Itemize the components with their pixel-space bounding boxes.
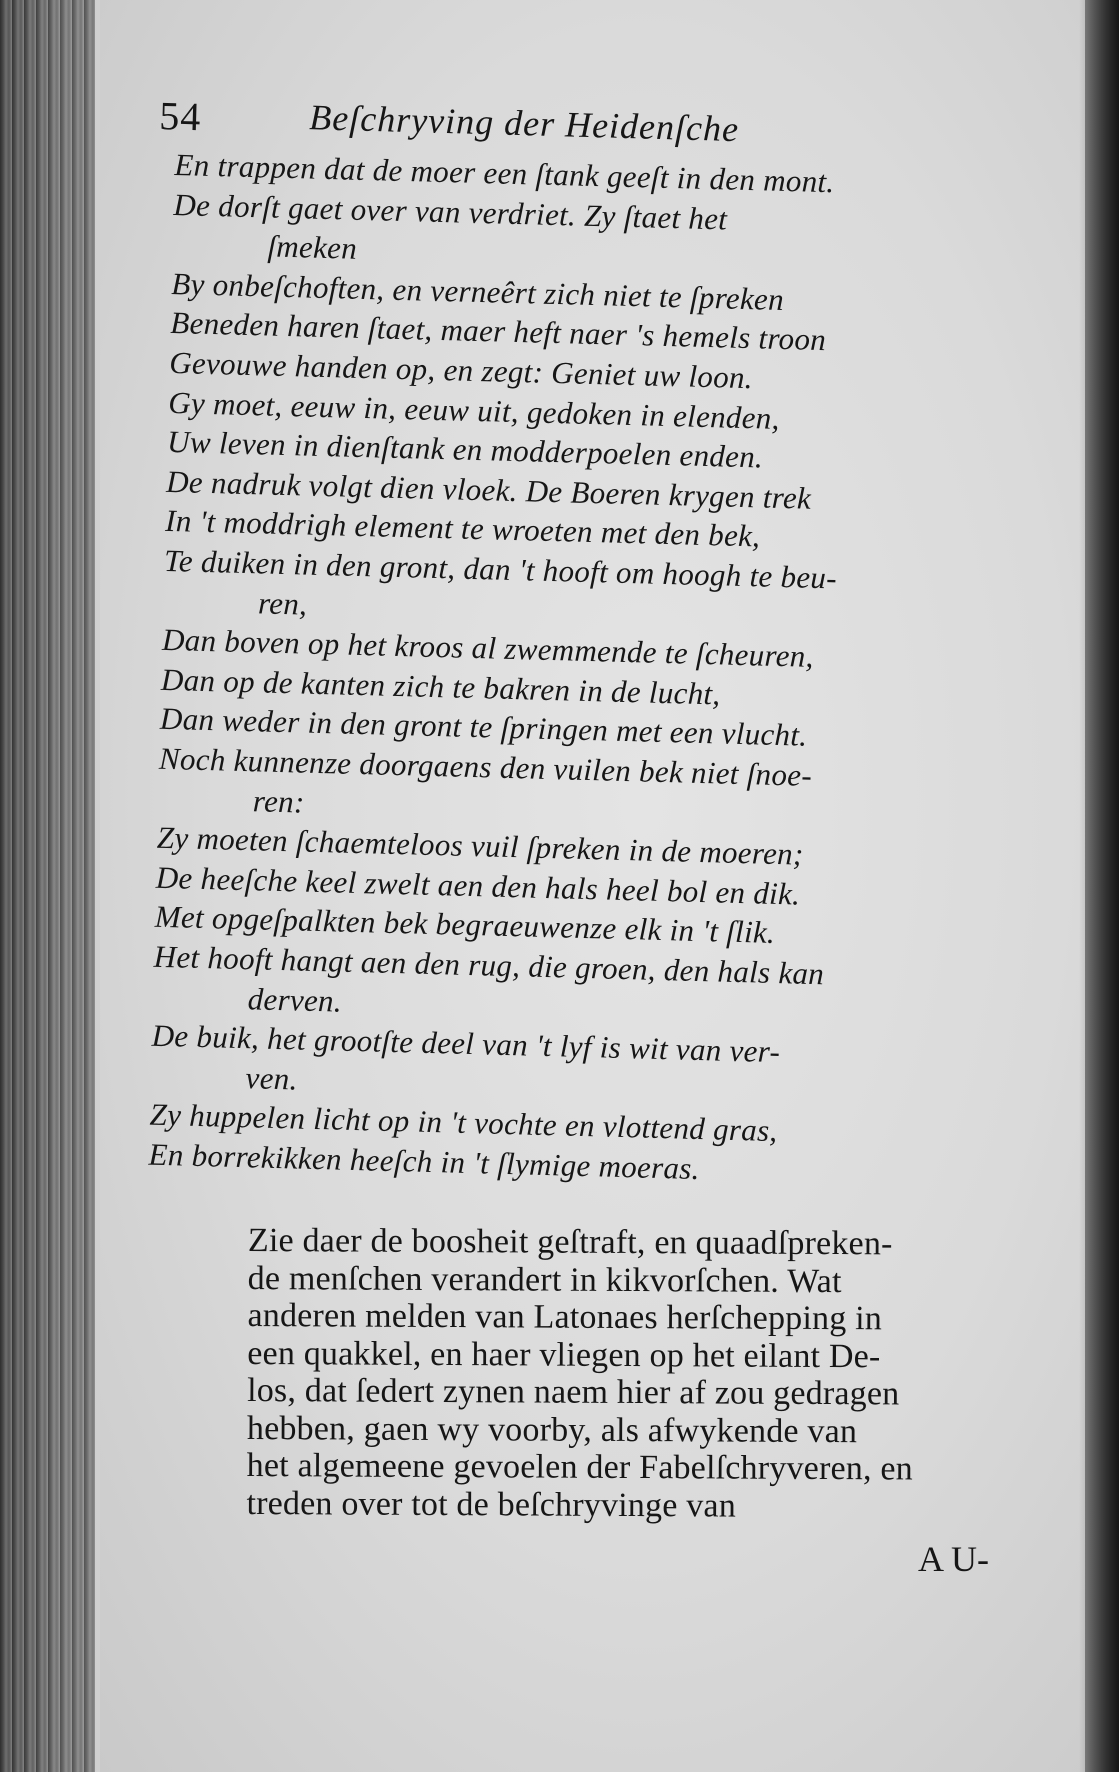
prose-line: de menſchen verandert in kikvorſchen. Wat [247,1259,842,1300]
verse-line: Gy moet, eeuw in, eeuw uit, gedoken in elenden, [167,384,781,436]
verse-line: Beneden haren ſtaet, maer heft naer 's hemels troon [169,305,827,358]
page-number: 54 [158,92,202,140]
verse-line: Gevouwe handen op, en zegt: Geniet uw loon. [168,344,754,396]
prose-line: een quakkel, en haer vliegen op het eilant De- [247,1334,881,1375]
verse-line: De dorſt gaet over van verdriet. Zy ſtaet het [173,186,728,237]
verse-line: Zy moeten ſchaemteloos vuil ſpreken in de moeren; [156,819,805,872]
verse-line: En borrekikken heeſch in 't ſlymige moeras. [148,1136,701,1187]
verse-line: Dan boven op het kroos al zwemmende te ſcheuren, [161,622,815,675]
verse-line: Noch kunnenze doorgaens den vuilen bek niet ſnoe- [158,740,813,793]
verse-line: Dan weder in den gront te ſpringen met een vlucht. [159,701,808,754]
verse-line: In 't moddrigh element te wroeten met den bek, [164,503,761,554]
prose-line: Zie daer de boosheit geſtraft, en quaadſpreken- [247,1222,893,1263]
verse-line: Te duiken in den gront, dan 't hooft om hoogh te beu- [163,542,838,596]
prose-block [246,1222,1028,1526]
verse-line: Met opgeſpalkten bek begraeuwenze elk in 't ſlik. [154,899,776,951]
verse-line: De nadruk volgt dien vloek. De Boeren krygen trek [165,463,812,516]
verse-line: Uw leven in dienſtank en modderpoelen enden. [166,424,764,475]
prose-line: het algemeene gevoelen der Fabelſchryveren, en [246,1446,914,1488]
prose-line: treden over tot de beſchryvinge van [246,1484,737,1525]
verse-line: Het hooft hangt aen den rug, die groen, den hals kan [153,938,825,992]
verse-line: De heeſche keel zwelt aen den hals heel bol en dik. [155,859,801,912]
verse-line: Zy huppelen licht op in 't vochte en vlottend gras, [149,1097,778,1149]
page-edge-shadow [1079,0,1119,1772]
verse-block [148,148,955,1208]
verse-line: De buik, het grootſte deel van 't lyf is wit van ver- [151,1017,781,1070]
verse-line: derven. [247,980,343,1019]
verse-line: ren: [252,782,306,820]
running-head-title: Beſchryving der Heidenſche [308,97,740,150]
verse-line: ren, [257,584,308,622]
verse-line: ven. [245,1059,299,1097]
prose-line: anderen melden van Latonaes herſchepping in [247,1296,883,1338]
verse-line: By onbeſchoften, en verneêrt zich niet te ſpreken [171,265,785,317]
catchword: A U- [918,1539,989,1579]
book-gutter [0,0,95,1772]
prose-line: los, dat ſedert zynen naem hier af zou gedragen [247,1371,900,1413]
prose-line: hebben, gaen wy voorby, als afwykende van [246,1409,858,1450]
verse-line: Dan op de kanten zich te bakren in de lucht, [160,661,721,712]
verse-line: En trappen dat de moer een ſtank geeſt in den mont. [174,147,835,200]
verse-line: ſmeken [267,228,358,266]
